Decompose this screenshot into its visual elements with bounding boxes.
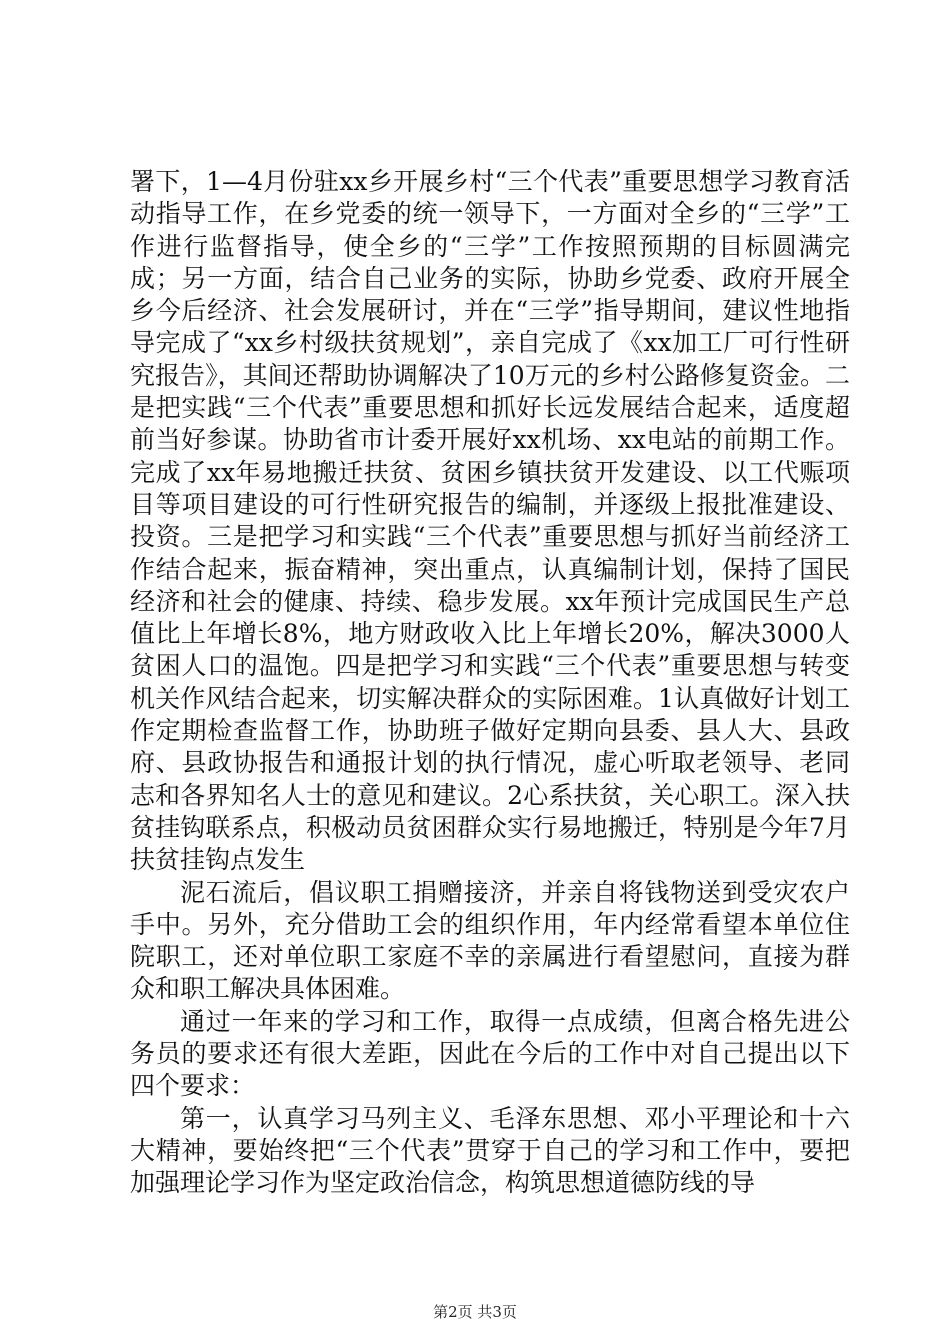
document-body — [130, 166, 850, 1200]
paragraph-4: 第一，认真学习马列主义、毛泽东思想、邓小平理论和十六大精神，要始终把“三个代表”贯穿于自己的学习和工作中，要把加强理论学习作为坚定政治信念，构筑思想道德防线的导 — [130, 1103, 850, 1198]
paragraph-3: 通过一年来的学习和工作，取得一点成绩，但离合格先进公务员的要求还有很大差距，因此在今后的工作中对自己提出以下四个要求： — [130, 1006, 850, 1101]
paragraph-2: 泥石流后，倡议职工捐赠接济，并亲自将钱物送到受灾农户手中。另外，充分借助工会的组织作用，年内经常看望本单位住院职工，还对单位职工家庭不幸的亲属进行看望慰问，直接为群众和职工解决具体困难。 — [130, 877, 850, 1004]
paragraph-1: 署下，1—4月份驻xx乡开展乡村“三个代表”重要思想学习教育活动指导工作，在乡党委的统一领导下，一方面对全乡的“三学”工作进行监督指导，使全乡的“三学”工作按照预期的目标圆满完成；另一方面，结合自己业务的实际，协助乡党委、政府开展全乡今后经济、社会发展研讨，并在“三学”指导期间，建议性地指导完成了“xx乡村级扶贫规划”，亲自完成了《xx加工厂可行性研究报告》，其间还帮助协调解决了10万元的乡村公路修复资金。二是把实践“三个代表”重要思想和抓好长远发展结合起来，适度超前当好参谋。协助省市计委开展好xx机场、xx电站的前期工作。完成了xx年易地搬迁扶贫、贫困乡镇扶贫开发建设、以工代赈项目等项目建设的可行性研究报告的编制，并逐级上报批准建设、投资。三是把学习和实践“三个代表”重要思想与抓好当前经济工作结合起来，振奋精神，突出重点，认真编制计划，保持了国民经济和社会的健康、持续、稳步发展。xx年预计完成国民生产总值比上年增长8%，地方财政收入比上年增长20%，解决3000人贫困人口的温饱。四是把学习和实践“三个代表”重要思想与转变机关作风结合起来，切实解决群众的实际困难。1认真做好计划工作定期检查监督工作，协助班子做好定期向县委、县人大、县政府、县政协报告和通报计划的执行情况，虚心听取老领导、老同志和各界知名人士的意见和建议。2心系扶贫，关心职工。深入扶贫挂钩联系点，积极动员贫困群众实行易地搬迁，特别是今年7月扶贫挂钩点发生 — [130, 167, 850, 875]
page-footer: 第2页 共3页 — [433, 1303, 517, 1321]
